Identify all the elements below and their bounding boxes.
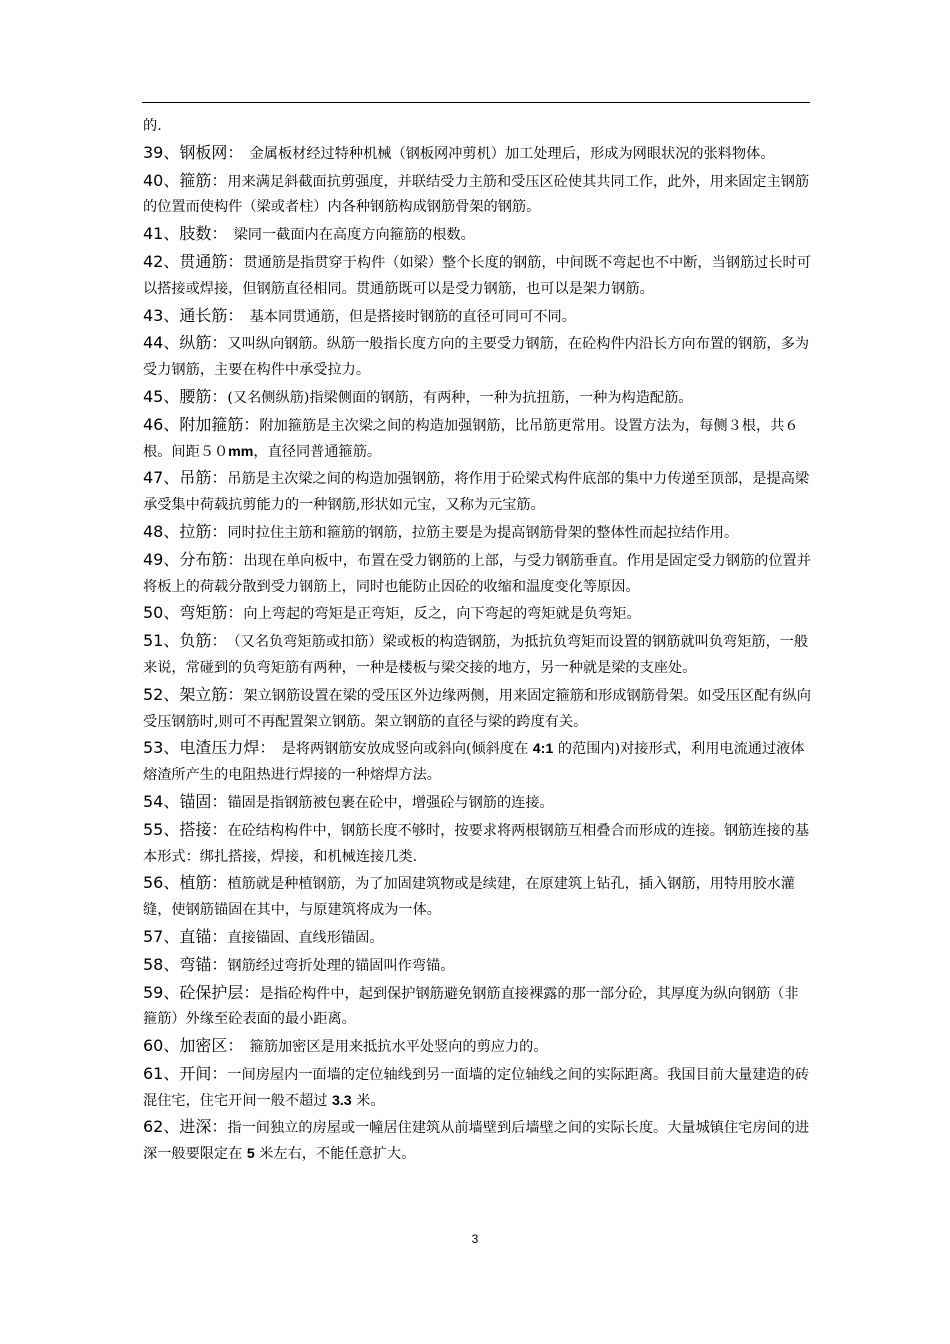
glossary-entry [143,600,811,628]
entry-term: 57、直锚： [143,926,228,946]
entry-term: 55、搭接： [143,819,228,839]
glossary-entry [143,303,811,331]
glossary-entry [143,519,811,547]
entry-definition: 是将两钢筋安放成竖向或斜向(倾斜度在 [267,741,533,758]
entry-definition: 钢筋经过弯折处理的锚固叫作弯锚。 [227,957,455,974]
entry-definition-tail: ，直径同普通箍筋。 [253,443,382,460]
glossary-entry [143,249,811,303]
entry-definition: 直接锚固、直线形锚固。 [227,929,384,946]
entry-term: 47、吊筋： [143,468,228,488]
entry-term: 40、箍筋： [143,170,228,190]
glossary-entry [143,870,811,924]
entry-emphasis: 5 [246,1146,255,1163]
entry-definition: （又名负弯矩筋或扣筋）梁或板的构造钢筋，为抵抗负弯矩而设置的钢筋就叫负弯矩筋，一般来说，常碰到的负弯矩筋有两种，一种是楼板与梁交接的地方，另一种就是梁的支座处。 [143,634,809,676]
entry-term: 42、贯通筋： [143,251,244,271]
glossary-entry [143,952,811,980]
entry-definition-tail: 米左右，不能任意扩大。 [254,1146,416,1163]
entry-definition: 是指砼构件中，起到保护钢筋避免钢筋直接裸露的那一部分砼，其厚度为纵向钢筋（非箍筋）外缘至砼表面的最小距离。 [143,985,799,1028]
entry-term: 45、腰筋： [143,386,228,406]
glossary-entry [143,412,811,466]
entry-term: 50、弯矩筋： [143,603,244,623]
entry-definition: 同时拉住主筋和箍筋的钢筋，拉筋主要是为提高钢筋骨架的整体性而起拉结作用。 [227,524,739,541]
glossary-entry [143,221,811,249]
glossary-entry [143,817,811,871]
glossary-entry [143,330,811,384]
entry-definition: 附加箍筋是主次梁之间的构造加强钢筋，比吊筋更常用。设置方法为，每侧３根，共６根。间距５０ [143,417,799,460]
entry-term: 43、通长筋： [143,305,236,325]
entry-definition: (又名侧纵筋)指梁侧面的钢筋，有两种，一种为抗扭筋，一种为构造配筋。 [227,389,693,406]
entry-emphasis: 4:1 [532,741,554,758]
entry-term: 51、负筋： [143,631,220,651]
header-rule [142,102,810,103]
glossary-entry [143,980,811,1034]
entry-definition: 箍筋加密区是用来抵抗水平处竖向的剪应力的。 [235,1039,548,1056]
glossary-entry [143,735,811,789]
entry-definition: 在砼结构构件中，钢筋长度不够时，按要求将两根钢筋互相叠合而形成的连接。钢筋连接的基本形式：绑扎搭接，焊接，和机械连接几类. [143,822,810,865]
entry-definition: 梁同一截面内在高度方向箍筋的根数。 [219,227,475,244]
entry-definition: 锚固是指钢筋被包裹在砼中，增强砼与钢筋的连接。 [227,794,554,811]
glossary-entry [143,140,811,168]
entry-definition: 架立钢筋设置在梁的受压区外边缘两侧，用来固定箍筋和形成钢筋骨架。如受压区配有纵向受压钢筋时,则可不再配置架立钢筋。架立钢筋的直径与梁的跨度有关。 [143,687,811,730]
glossary-entry [143,168,811,222]
entry-term: 44、纵筋： [143,333,228,353]
entry-definition: 贯通筋是指贯穿于构件（如梁）整个长度的钢筋，中间既不弯起也不中断，当钢筋过长时可以搭接或焊接，但钢筋直径相同。贯通筋既可以是受力钢筋，也可以是架力钢筋。 [143,254,811,297]
glossary-entry [143,465,811,519]
entry-definition: 用来满足斜截面抗剪强度，并联结受力主筋和受压区砼使其共同工作，此外，用来固定主钢筋的位置而使构件（梁或者柱）内各种钢筋构成钢筋骨架的钢筋。 [143,173,810,216]
entry-definition: 向上弯起的弯矩是正弯矩，反之，向下弯起的弯矩就是负弯矩。 [243,606,641,623]
entry-term: 52、架立筋： [143,684,244,704]
entry-term: 56、植筋： [143,873,228,893]
entry-definition: 基本同贯通筋，但是搭接时钢筋的直径可同可不同。 [235,308,576,325]
glossary-entry [143,384,811,412]
entry-definition: 吊筋是主次梁之间的构造加强钢筋，将作用于砼梁式构件底部的集中力传递至顶部，是提高梁承受集中荷载抗剪能力的一种钢筋,形状如元宝，又称为元宝筋。 [143,471,810,514]
glossary-entry [143,547,811,601]
glossary-entry [143,789,811,817]
glossary-entry [143,682,811,736]
entry-definition-tail: 的范围内)对接形式，利用电流通过液体熔渣所产生的电阻热进行焊接的一种熔焊方法。 [143,741,805,784]
entry-definition: 又叫纵向钢筋。纵筋一般指长度方向的主要受力钢筋，在砼构件内沿长方向布置的钢筋，多为受力钢筋，主要在构件中承受拉力。 [143,336,810,379]
entry-term: 54、锚固： [143,791,228,811]
entry-term: 46、附加箍筋： [143,414,260,434]
entry-term: 39、钢板网： [143,142,236,162]
glossary-entry [143,1061,811,1115]
entry-term: 49、分布筋： [143,549,244,569]
leading-fragment: 的. [143,118,162,134]
glossary-entry [143,628,811,682]
entry-definition: 金属板材经过特种机械（钢板网冲剪机）加工处理后，形成为网眼状况的张料物体。 [235,145,775,162]
entry-term: 59、砼保护层： [143,982,260,1002]
entry-definition-tail: 米。 [351,1092,385,1109]
entry-term: 48、拉筋： [143,521,228,541]
entry-definition: 出现在单向板中，布置在受力钢筋的上部，与受力钢筋垂直。作用是固定受力钢筋的位置并将板上的荷载分散到受力钢筋上，同时也能防止因砼的收缩和温度变化等原因。 [143,552,811,595]
entry-term: 61、开间： [143,1063,228,1083]
glossary-entry [143,924,811,952]
entry-definition: 一间房屋内一面墙的定位轴线到另一面墙的定位轴线之间的实际距离。我国目前大量建造的砖混住宅，住宅开间一般不超过 [143,1066,810,1109]
entry-emphasis: 3.3 [331,1092,352,1109]
entry-term: 41、肢数： [143,224,220,244]
glossary-entry [143,1033,811,1061]
entry-term: 60、加密区： [143,1036,236,1056]
glossary-entry [143,1114,811,1168]
page-number: 3 [471,1232,479,1246]
entry-term: 53、电渣压力焊： [143,738,268,758]
entry-definition: 植筋就是种植钢筋，为了加固建筑物或是续建，在原建筑上钻孔，插入钢筋，用特用胶水灌缝，使钢筋锚固在其中，与原建筑将成为一体。 [143,876,795,919]
entry-term: 58、弯锚： [143,954,228,974]
entry-definition: 指一间独立的房屋或一幢居住建筑从前墙壁到后墙壁之间的实际长度。大量城镇住宅房间的进深一般要限定在 [143,1120,810,1163]
document-body [143,114,811,1168]
entry-emphasis: mm [228,443,254,460]
entry-term: 62、进深： [143,1117,228,1137]
